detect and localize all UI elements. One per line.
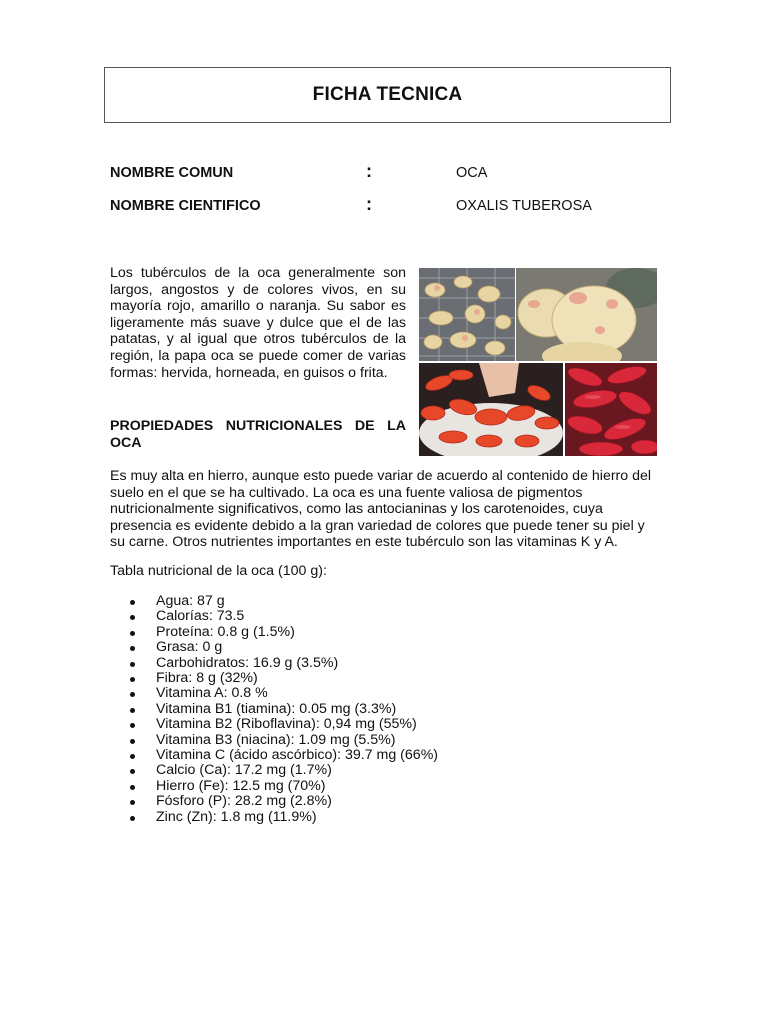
list-item: Zinc (Zn): 1.8 mg (11.9%) (110, 810, 438, 825)
list-item: Grasa: 0 g (110, 640, 438, 655)
bullet-icon (130, 646, 135, 651)
intro-paragraph: Los tubérculos de la oca generalmente son largos, angostos y de colores vivos, en su mayoría rojo, amarillo o naranja. Su sabor es ligeramente más suave y dulce que el de las patatas, y al igual que otros tubérculos de la región, la papa oca se puede comer de varias formas: hervida, horneada, en guisos o frita. (110, 265, 406, 381)
photo-pale-oca-on-rack (419, 268, 515, 361)
field-label: NOMBRE COMUN (110, 165, 234, 181)
body-paragraph: Es muy alta en hierro, aunque esto puede variar de acuerdo al contenido de hierro del suelo en el que se ha cultivado. La oca es una fuente valiosa de pigmentos nutricionalmente significativos, como las antocianinas y los carotenoides, cuya presencia es evidente debido a la gran variedad de colores que puede tener su piel y su carne. Otros nutrientes importantes en este tubérculo son las vitaminas K y A. (110, 468, 652, 551)
field-separator: : (366, 161, 372, 181)
list-item: Vitamina B1 (tiamina): 0.05 mg (3.3%) (110, 702, 438, 717)
bullet-icon (130, 739, 135, 744)
bullet-icon (130, 615, 135, 620)
bullet-icon (130, 662, 135, 667)
bullet-icon (130, 816, 135, 821)
photo-pale-oca-closeup (516, 268, 657, 361)
title-box (104, 67, 671, 123)
bullet-icon (130, 754, 135, 759)
bullet-icon (130, 677, 135, 682)
list-item: Agua: 87 g (110, 594, 438, 609)
field-value: OCA (456, 165, 488, 181)
photo-red-oca-pile (565, 363, 657, 456)
list-item: Vitamina A: 0.8 % (110, 686, 438, 701)
photo-red-oca-in-hand (419, 363, 563, 456)
bullet-icon (130, 708, 135, 713)
list-item: Carbohidratos: 16.9 g (3.5%) (110, 656, 438, 671)
field-value: OXALIS TUBEROSA (456, 198, 592, 214)
bullet-icon (130, 785, 135, 790)
nutrient-list (110, 594, 438, 825)
field-separator: : (366, 194, 372, 214)
section-heading: PROPIEDADES NUTRICIONALES DE LA OCA (110, 418, 406, 451)
field-label: NOMBRE CIENTIFICO (110, 198, 261, 214)
bullet-icon (130, 692, 135, 697)
table-caption: Tabla nutricional de la oca (100 g): (110, 563, 327, 579)
list-item: Hierro (Fe): 12.5 mg (70%) (110, 779, 438, 794)
bullet-icon (130, 723, 135, 728)
bullet-icon (130, 800, 135, 805)
document-title: FICHA TECNICA (312, 84, 463, 105)
field-common-name (110, 161, 670, 185)
bullet-icon (130, 769, 135, 774)
list-item: Fósforo (P): 28.2 mg (2.8%) (110, 794, 438, 809)
list-item: Vitamina C (ácido ascórbico): 39.7 mg (66%) (110, 748, 438, 763)
field-scientific-name (110, 194, 670, 218)
bullet-icon (130, 600, 135, 605)
list-item: Calcio (Ca): 17.2 mg (1.7%) (110, 763, 438, 778)
list-item: Vitamina B3 (niacina): 1.09 mg (5.5%) (110, 733, 438, 748)
list-item: Fibra: 8 g (32%) (110, 671, 438, 686)
list-item: Proteína: 0.8 g (1.5%) (110, 625, 438, 640)
list-item: Vitamina B2 (Riboflavina): 0,94 mg (55%) (110, 717, 438, 732)
list-item: Calorías: 73.5 (110, 609, 438, 624)
bullet-icon (130, 631, 135, 636)
